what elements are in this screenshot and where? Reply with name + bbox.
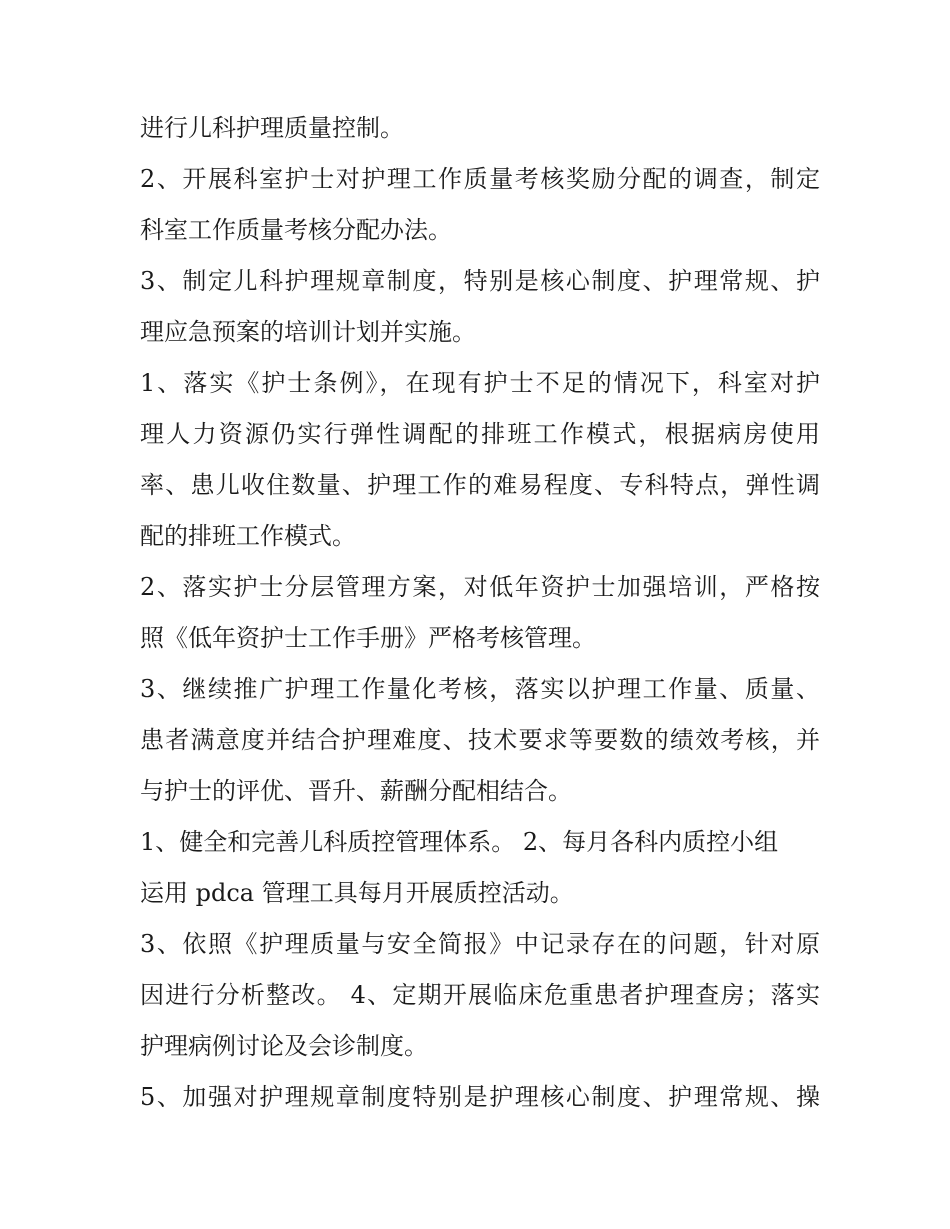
text-line-9: 配的排班工作模式。 xyxy=(140,522,356,550)
text-line-20: 5、加强对护理规章制度特别是护理核心制度、护理常规、操 xyxy=(140,1083,820,1111)
text-line-17: 3、依照《护理质量与安全简报》中记录存在的问题，针对原 xyxy=(140,930,820,958)
text-line-4: 3、制定儿科护理规章制度，特别是核心制度、护理常规、护 xyxy=(140,267,820,295)
text-line-11: 照《低年资护士工作手册》严格考核管理。 xyxy=(140,624,596,652)
text-line-12: 3、继续推广护理工作量化考核，落实以护理工作量、质量、 xyxy=(140,675,820,703)
text-line-5: 理应急预案的培训计划并实施。 xyxy=(140,318,476,346)
text-line-1: 进行儿科护理质量控制。 xyxy=(140,114,404,142)
text-line-18: 因进行分析整改。 4、定期开展临床危重患者护理查房；落实 xyxy=(140,981,820,1009)
text-line-6: 1、落实《护士条例》，在现有护士不足的情况下，科室对护 xyxy=(140,369,820,397)
text-line-15: 1、健全和完善儿科质控管理体系。 2、每月各科内质控小组 xyxy=(140,828,779,856)
text-line-16: 运用 pdca 管理工具每月开展质控活动。 xyxy=(140,879,574,907)
text-line-14: 与护士的评优、晋升、薪酬分配相结合。 xyxy=(140,777,572,805)
text-line-3: 科室工作质量考核分配办法。 xyxy=(140,216,452,244)
text-line-19: 护理病例讨论及会诊制度。 xyxy=(140,1032,428,1060)
text-line-8: 率、患儿收住数量、护理工作的难易程度、专科特点，弹性调 xyxy=(140,471,820,499)
text-line-10: 2、落实护士分层管理方案，对低年资护士加强培训，严格按 xyxy=(140,573,820,601)
text-line-13: 患者满意度并结合护理难度、技术要求等要数的绩效考核，并 xyxy=(140,726,820,754)
text-line-2: 2、开展科室护士对护理工作质量考核奖励分配的调查，制定 xyxy=(140,165,820,193)
text-line-7: 理人力资源仍实行弹性调配的排班工作模式，根据病房使用 xyxy=(140,420,820,448)
